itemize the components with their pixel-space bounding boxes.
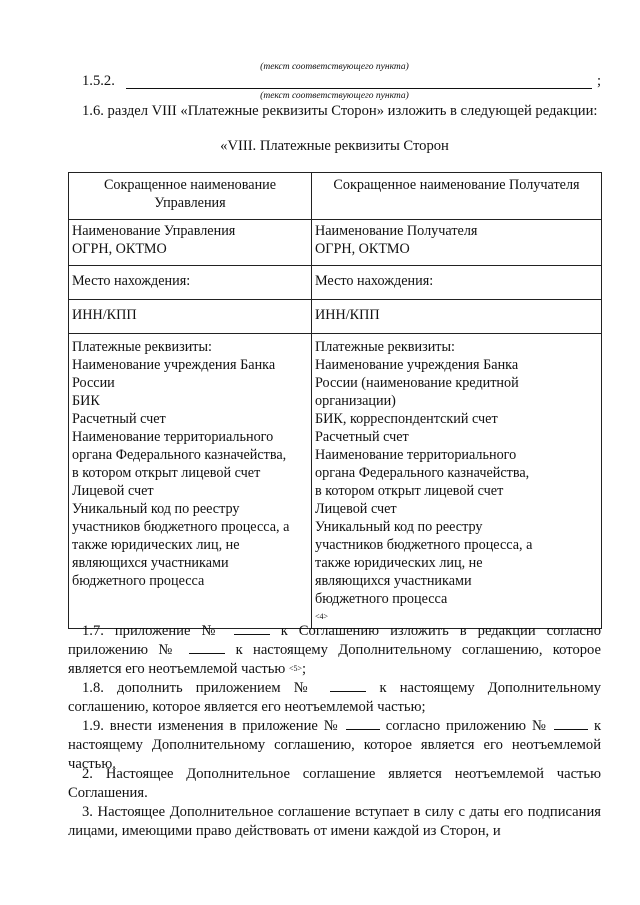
cell-text: Наименование учреждения Банка (315, 357, 519, 373)
cell-right-inn: ИНН/КПП (312, 300, 602, 334)
item-1-5-2-end: ; (596, 73, 601, 89)
item-1-7-line-2 (68, 641, 601, 660)
blank-field (189, 641, 225, 654)
table-row (69, 220, 602, 266)
cell-left-location: Место нахождения: (69, 266, 312, 300)
cell-text: участников бюджетного процесса, а (72, 519, 290, 535)
cell-text: Расчетный счет (72, 411, 166, 427)
blank-field (234, 622, 270, 635)
cell-text: Наименование территориального (315, 447, 517, 463)
table-row (69, 334, 602, 629)
item-1-5-2-number: 1.5.2. (82, 73, 115, 89)
item-1-8 (68, 679, 601, 717)
header-right: Сокращенное наименование Получателя (312, 173, 602, 220)
caption-mid: (текст соответствующего пункта) (260, 91, 409, 101)
cell-right-location: Место нахождения: (312, 266, 602, 300)
cell-text: БИК, корреспондентский счет (315, 411, 498, 427)
item-1-7-text: к Соглашению изложить в редакции согласно (280, 623, 601, 639)
item-1-9-text: к (593, 718, 602, 734)
table-row (69, 266, 602, 300)
cell-text: Уникальный код по реестру (72, 501, 240, 517)
cell-text: также юридических лиц, не (315, 555, 483, 571)
cell-text: БИК (72, 393, 100, 409)
item-1-8-text: 1.8. дополнить приложением № (82, 680, 318, 696)
cell-text: ОГРН, ОКТМО (72, 241, 167, 257)
cell-text-with-note (315, 590, 599, 626)
cell-text: участников бюджетного процесса, а (315, 537, 533, 553)
cell-text: Платежные реквизиты: (315, 339, 455, 355)
item-1-6: 1.6. раздел VIII «Платежные реквизиты Сторон» изложить в следующей редакции: (82, 103, 598, 119)
cell-text: Наименование территориального (72, 429, 274, 445)
item-1-9-text: 1.9. внести изменения в приложение № (82, 718, 340, 734)
blank-field (346, 717, 380, 730)
cell-text: органа Федерального казначейства, (72, 447, 287, 463)
item-1-7 (68, 622, 601, 679)
cell-text: органа Федерального казначейства, (315, 465, 530, 481)
footnote-ref-4: <4> (315, 612, 329, 621)
section-title: «VIII. Платежные реквизиты Сторон (220, 138, 449, 154)
payment-details-table (68, 172, 602, 629)
cell-text: Уникальный код по реестру (315, 519, 483, 535)
cell-left-names (69, 220, 312, 266)
cell-text: также юридических лиц, не (72, 537, 240, 553)
cell-text: Наименование Управления (72, 223, 236, 239)
item-1-9-text: согласно приложению № (385, 718, 549, 734)
item-1-8-text: к настоящему Дополнительному (379, 680, 601, 696)
item-1-7-line-3 (68, 660, 601, 679)
cell-text: Лицевой счет (72, 483, 154, 499)
cell-right-names (312, 220, 602, 266)
cell-text: в котором открыт лицевой счет (315, 483, 504, 499)
cell-text: Лицевой счет (315, 501, 397, 517)
item-1-7-text: является его неотъемлемой частью (68, 661, 286, 677)
item-1-8-line-2: соглашению, которое является его неотъемлемой частью; (68, 699, 426, 715)
blank-field (330, 679, 366, 692)
cell-text: России (72, 375, 115, 391)
item-1-7-line-1 (68, 622, 601, 641)
item-1-7-text: 1.7. приложение № (82, 623, 223, 639)
cell-text: Платежные реквизиты: (72, 339, 212, 355)
blank-field (554, 717, 588, 730)
cell-text: Наименование учреждения Банка (72, 357, 276, 373)
footnote-ref-5: <5> (289, 664, 303, 673)
caption-top: (текст соответствующего пункта) (260, 62, 409, 72)
cell-text: России (наименование кредитной (315, 375, 519, 391)
item-3: 3. Настоящее Дополнительное соглашение вступает в силу с даты его подписания лицами, имеющими право действовать от имени каждой из Сторон, и (68, 804, 601, 839)
item-1-5-2 (68, 73, 601, 93)
item-1-7-text: к настоящему Дополнительному соглашению, которое (235, 642, 601, 658)
cell-text: бюджетного процесса (315, 591, 448, 607)
table-header-row (69, 173, 602, 220)
cell-right-payment (312, 334, 602, 629)
table-row (69, 300, 602, 334)
cell-text: являющихся участниками (72, 555, 229, 571)
cell-text: бюджетного процесса (72, 573, 205, 589)
cell-text: в котором открыт лицевой счет (72, 465, 261, 481)
item-1-7-text: приложению № (68, 642, 179, 658)
cell-left-inn: ИНН/КПП (69, 300, 312, 334)
header-left: Сокращенное наименование Управления (69, 173, 312, 220)
cell-text: Расчетный счет (315, 429, 409, 445)
item-1-9-text: настоящему Дополнительному соглашению, которое является его неотъемлемой частью. (68, 737, 601, 772)
cell-text: организации) (315, 393, 396, 409)
item-1-7-end: ; (302, 661, 307, 677)
cell-left-payment (69, 334, 312, 629)
cell-text: ОГРН, ОКТМО (315, 241, 410, 257)
item-1-5-2-blank (126, 88, 592, 89)
cell-text: являющихся участниками (315, 573, 472, 589)
item-2: 2. Настоящее Дополнительное соглашение является неотъемлемой частью Соглашения. (68, 766, 601, 801)
cell-text: Наименование Получателя (315, 223, 478, 239)
item-1-8-line-1 (68, 679, 601, 698)
